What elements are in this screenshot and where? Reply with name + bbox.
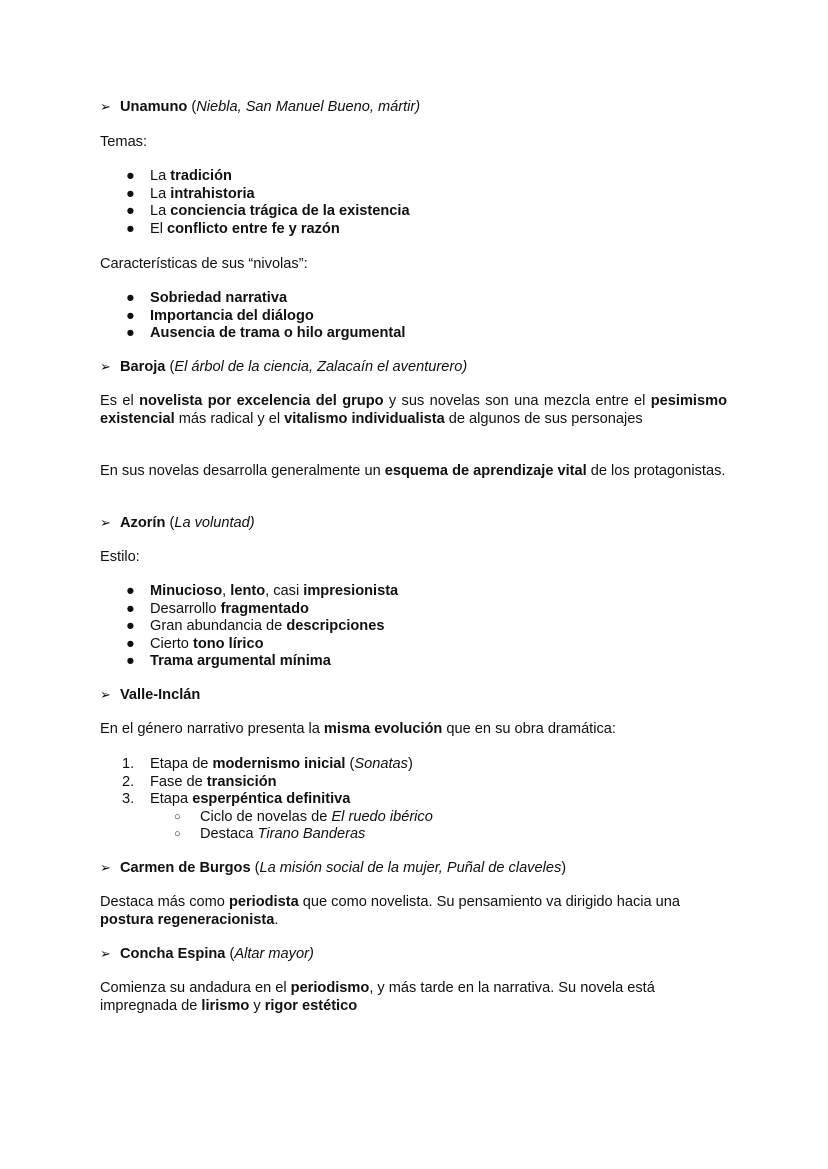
text-run: Niebla, San Manuel Bueno, mártir) [196,99,421,115]
text-run: esperpéntica definitiva [192,791,351,808]
text-run: La misión social de la mujer, Puñal de claveles [259,860,562,876]
text-run: La voluntad) [174,515,255,531]
text-run: intrahistoria [170,185,255,202]
paragraph [100,894,727,929]
text-run: ) [561,860,567,876]
bullet-icon: ● [126,307,135,324]
paragraph [100,980,727,1015]
bullet-icon: ● [126,290,135,306]
text-run: Tirano Banderas [257,826,366,843]
paragraph [100,393,727,428]
arrow-bullet-icon: ➢ [100,947,111,962]
list-number: 3. [122,791,135,808]
text-run: Destaca [200,826,258,843]
bullet-icon: ○ [174,810,181,823]
text-run: En el género narrativo presenta la [100,721,324,737]
text-run: Carmen de Burgos [120,860,251,876]
text-run: tono lírico [192,635,264,652]
text-run: conflicto entre fe y razón [167,220,340,237]
text-run: periodismo [290,980,370,996]
text-run: Comienza su andadura en el [100,980,291,996]
text-run: que en su obra dramática: [442,721,616,737]
list-item [100,308,727,326]
list-item [100,826,727,844]
arrow-bullet-icon: ➢ [100,360,111,375]
list-item [100,203,727,221]
bullet-icon: ● [126,203,135,220]
text-run: de algunos de sus personajes [444,410,643,427]
bullet-icon: ● [126,168,135,184]
text-run: Destaca más como [100,894,229,910]
list-item [100,774,727,792]
list-item [100,756,727,774]
list-item [100,325,727,343]
text-run: periodista [228,894,299,910]
text-run: Cierto [150,635,193,652]
text-run: Altar mayor) [234,946,314,962]
text-run: transición [206,773,277,790]
text-run: , [222,583,231,599]
text-run: , y más tarde en la narrativa. Su novela está impregnada de [100,980,655,1014]
text-run: lirismo [201,997,250,1014]
text-run: y sus novelas son una mezcla entre el [383,393,651,409]
text-run: ( [225,946,235,962]
text-run: más radical y el [174,410,285,427]
bullet-icon: ● [126,583,135,599]
text-run: Características de sus “nivolas”: [100,256,308,272]
bullet-icon: ● [126,653,135,670]
paragraph [100,721,727,739]
text-run: El ruedo ibérico [331,808,433,825]
text-run: Sonatas [354,756,408,772]
text-run: Minucioso [150,583,223,599]
text-run: Trama argumental mínima [150,653,331,670]
arrow-bullet-icon: ➢ [100,516,111,531]
text-run: La [150,185,171,202]
bullet-list [100,583,727,671]
text-run: En sus novelas desarrolla generalmente un [100,463,385,479]
text-run: El árbol de la ciencia, Zalacaín el aventurero) [174,359,468,375]
author-heading [100,99,727,117]
text-run: La [150,168,171,184]
numbered-list [100,756,727,844]
text-run: tradición [170,168,232,184]
paragraph [100,549,727,567]
text-run: La [150,203,171,220]
list-number: 1. [122,756,135,772]
bullet-icon: ● [126,325,135,342]
text-run: . [274,911,279,928]
bullet-list [100,290,727,343]
text-run: Temas: [100,134,148,150]
text-run: El [150,220,168,237]
text-run: y [249,997,265,1014]
text-run: pesimismo existencial [100,393,727,427]
text-run: impresionista [303,583,399,599]
text-run: misma evolución [323,721,443,737]
text-run: Gran abundancia de [150,618,287,635]
text-run: Baroja [120,359,166,375]
text-run: Etapa [150,791,193,808]
list-item [100,636,727,654]
text-run: Es el [100,393,140,409]
text-run: rigor estético [264,997,358,1014]
author-heading [100,359,727,377]
list-item [100,809,727,827]
text-run: Importancia del diálogo [150,307,314,324]
text-run: ( [187,99,197,115]
text-run: Etapa de [150,756,213,772]
paragraph [100,134,727,152]
paragraph [100,256,727,274]
bullet-icon: ○ [174,828,181,841]
text-run: novelista por excelencia del grupo [139,393,384,409]
author-heading [100,515,727,533]
bullet-list [100,168,727,238]
text-run: lento [230,583,266,599]
text-run: ( [345,756,355,772]
text-run: vitalismo individualista [284,410,445,427]
text-run: que como novelista. Su pensamiento va dirigido hacia una [298,894,681,910]
list-item [100,601,727,619]
text-run: ) [407,756,413,772]
text-run: Sobriedad narrativa [150,290,288,306]
author-heading [100,860,727,878]
text-run: descripciones [286,618,385,635]
list-item [100,791,727,809]
list-item [100,653,727,671]
text-run: ( [250,860,260,876]
list-item [100,168,727,186]
bullet-icon: ● [126,185,135,202]
list-item [100,583,727,601]
arrow-bullet-icon: ➢ [100,688,111,703]
text-run: Desarrollo [150,600,221,617]
text-run: Ciclo de novelas de [200,808,332,825]
text-run: ( [165,515,175,531]
bullet-icon: ● [126,600,135,617]
text-run: Azorín [120,515,166,531]
paragraph [100,463,727,481]
text-run: Concha Espina [120,946,226,962]
bullet-icon: ● [126,618,135,635]
text-run: modernismo inicial [212,756,346,772]
bullet-icon: ● [126,635,135,652]
text-run: de los protagonistas. [586,463,726,479]
text-run: Ausencia de trama o hilo argumental [150,325,406,342]
text-run: conciencia trágica de la existencia [170,203,410,220]
text-run: fragmentado [220,600,309,617]
bullet-icon: ● [126,220,135,237]
arrow-bullet-icon: ➢ [100,100,111,115]
text-run: ( [165,359,175,375]
list-item [100,186,727,204]
text-run: Fase de [150,773,207,790]
author-heading [100,946,727,964]
list-item [100,221,727,239]
text-run: esquema de aprendizaje vital [384,463,587,479]
author-heading [100,687,727,705]
text-run: , casi [265,583,304,599]
list-item [100,618,727,636]
text-run: Estilo: [100,549,140,565]
text-run: Unamuno [120,99,188,115]
arrow-bullet-icon: ➢ [100,861,111,876]
text-run: Valle-Inclán [120,687,201,703]
list-number: 2. [122,773,135,790]
text-run: postura regeneracionista [100,911,275,928]
list-item [100,290,727,308]
